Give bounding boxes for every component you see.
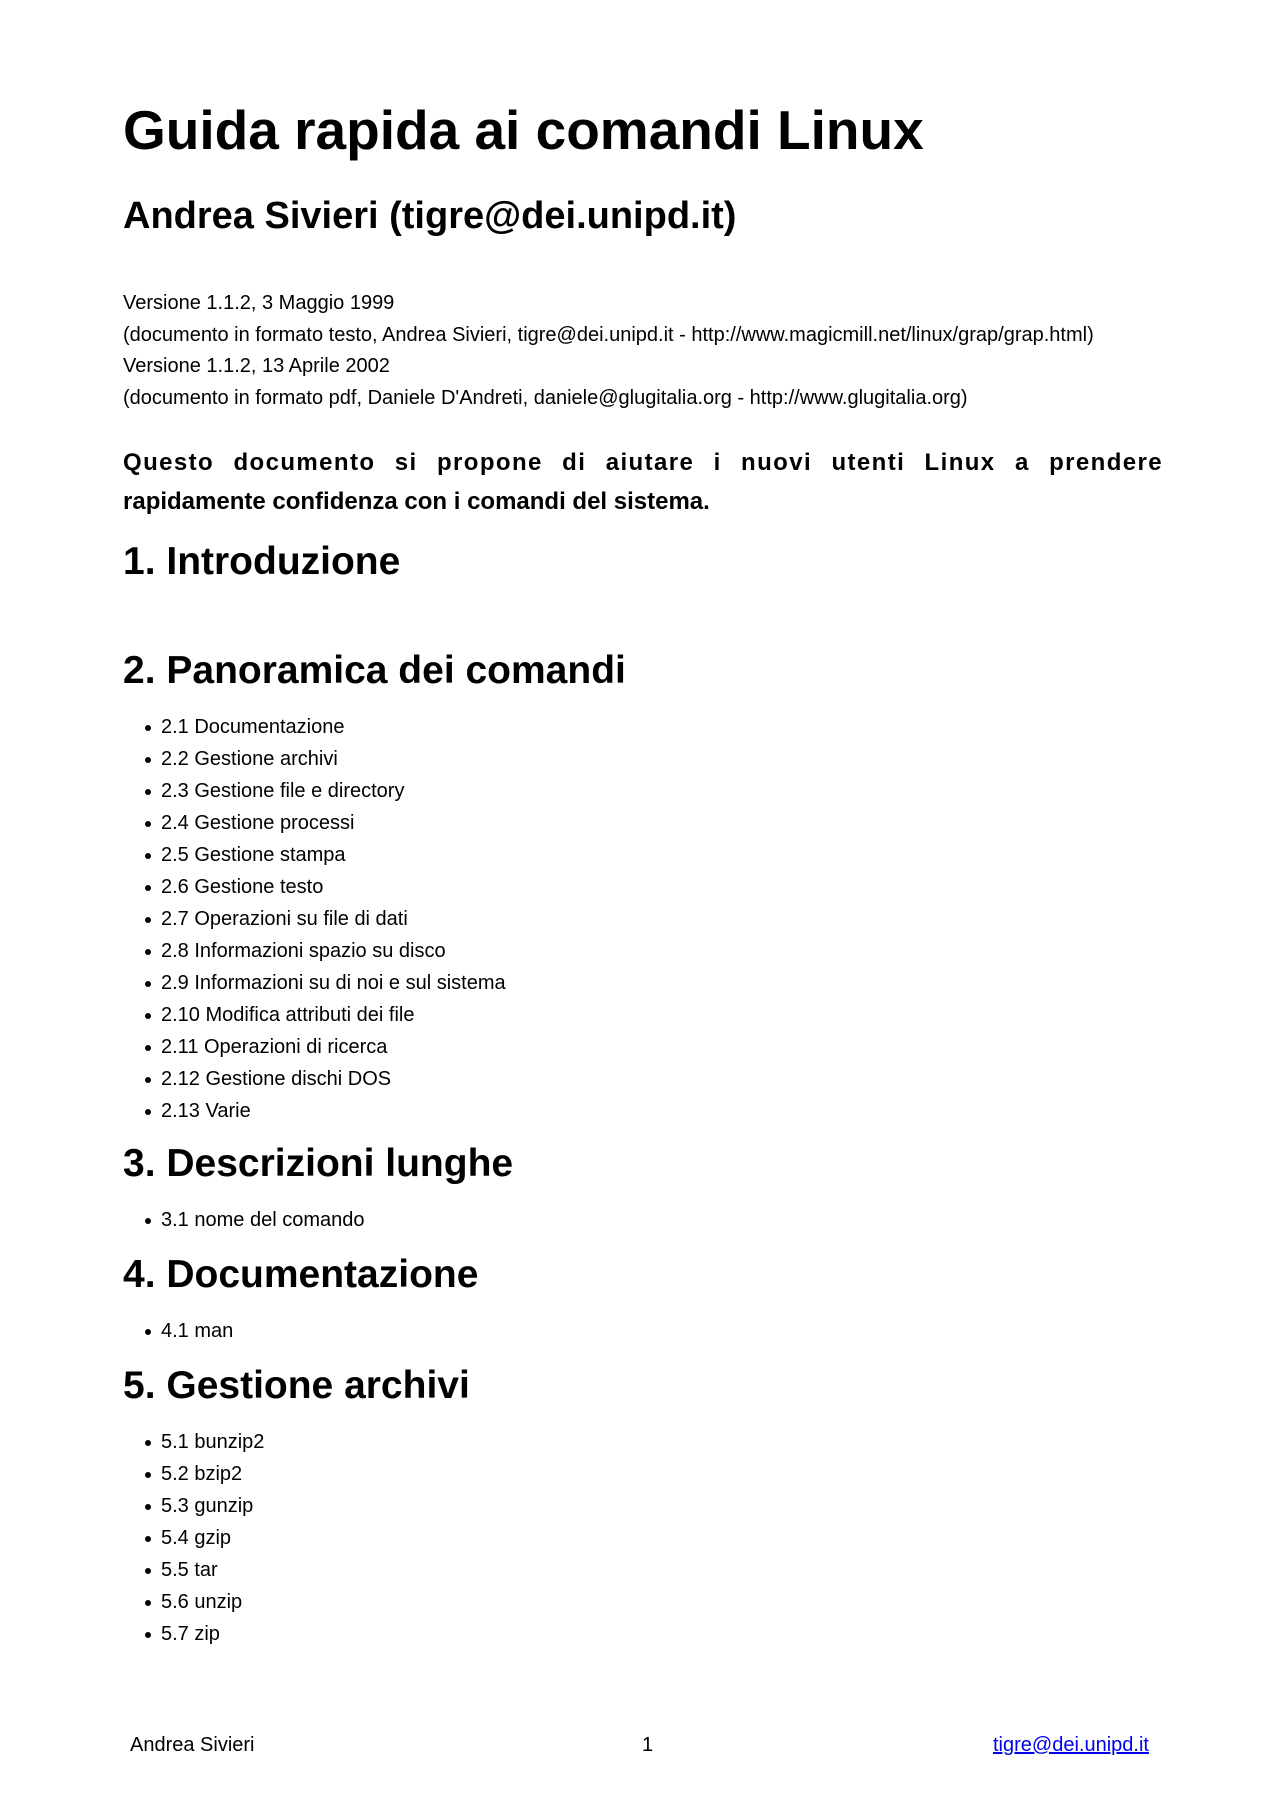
toc-item[interactable]: 5.5 tar (123, 1554, 264, 1586)
version-line: Versione 1.1.2, 3 Maggio 1999 (123, 292, 395, 314)
toc-item[interactable]: 2.7 Operazioni su file di dati (123, 903, 506, 935)
section-heading-gestione-archivi: 5. Gestione archivi (123, 1364, 470, 1407)
toc-item[interactable]: 2.6 Gestione testo (123, 871, 506, 903)
toc-item[interactable]: 3.1 nome del comando (123, 1204, 364, 1236)
toc-item[interactable]: 5.3 gunzip (123, 1490, 264, 1522)
document-abstract (123, 443, 1163, 521)
toc-item[interactable]: 4.1 man (123, 1315, 233, 1347)
footer-page-number: 1 (642, 1734, 654, 1756)
document-author: Andrea Sivieri (tigre@dei.unipd.it) (123, 195, 737, 237)
version-info (123, 288, 1094, 414)
toc-item[interactable]: 5.1 bunzip2 (123, 1426, 264, 1458)
abstract-line: Questo documento si propone di aiutare i nuovi utenti Linux a prendere (123, 449, 1163, 476)
section-heading-documentazione: 4. Documentazione (123, 1253, 479, 1296)
toc-item[interactable]: 2.4 Gestione processi (123, 807, 506, 839)
toc-item[interactable]: 5.6 unzip (123, 1586, 264, 1618)
toc-list-gestione-archivi (123, 1426, 264, 1650)
toc-item[interactable]: 2.2 Gestione archivi (123, 743, 506, 775)
version-line: Versione 1.1.2, 13 Aprile 2002 (123, 355, 390, 377)
toc-item[interactable]: 2.10 Modifica attributi dei file (123, 999, 506, 1031)
footer-email-link[interactable]: tigre@dei.unipd.it (993, 1734, 1149, 1756)
toc-item[interactable]: 2.12 Gestione dischi DOS (123, 1063, 506, 1095)
section-heading-panoramica: 2. Panoramica dei comandi (123, 649, 626, 692)
toc-list-panoramica (123, 711, 506, 1127)
toc-item[interactable]: 5.2 bzip2 (123, 1458, 264, 1490)
toc-item[interactable]: 5.7 zip (123, 1618, 264, 1650)
section-heading-introduzione: 1. Introduzione (123, 540, 401, 583)
toc-item[interactable]: 2.9 Informazioni su di noi e sul sistema (123, 967, 506, 999)
toc-list-documentazione (123, 1315, 233, 1347)
version-line: (documento in formato testo, Andrea Sivieri, tigre@dei.unipd.it - http://www.magicmill.net/linux/grap/grap.html) (123, 323, 1094, 346)
document-title: Guida rapida ai comandi Linux (123, 99, 924, 161)
toc-item[interactable]: 2.5 Gestione stampa (123, 839, 506, 871)
abstract-line: rapidamente confidenza con i comandi del sistema. (123, 488, 710, 515)
toc-list-descrizioni (123, 1204, 364, 1236)
toc-item[interactable]: 2.8 Informazioni spazio su disco (123, 935, 506, 967)
toc-item[interactable]: 2.3 Gestione file e directory (123, 775, 506, 807)
toc-item[interactable]: 2.1 Documentazione (123, 711, 506, 743)
footer-author: Andrea Sivieri (130, 1734, 255, 1756)
toc-item[interactable]: 5.4 gzip (123, 1522, 264, 1554)
section-heading-descrizioni: 3. Descrizioni lunghe (123, 1142, 514, 1185)
toc-item[interactable]: 2.13 Varie (123, 1095, 506, 1127)
version-line: (documento in formato pdf, Daniele D'Andreti, daniele@glugitalia.org - http://www.glugitalia.org) (123, 386, 968, 409)
toc-item[interactable]: 2.11 Operazioni di ricerca (123, 1031, 506, 1063)
